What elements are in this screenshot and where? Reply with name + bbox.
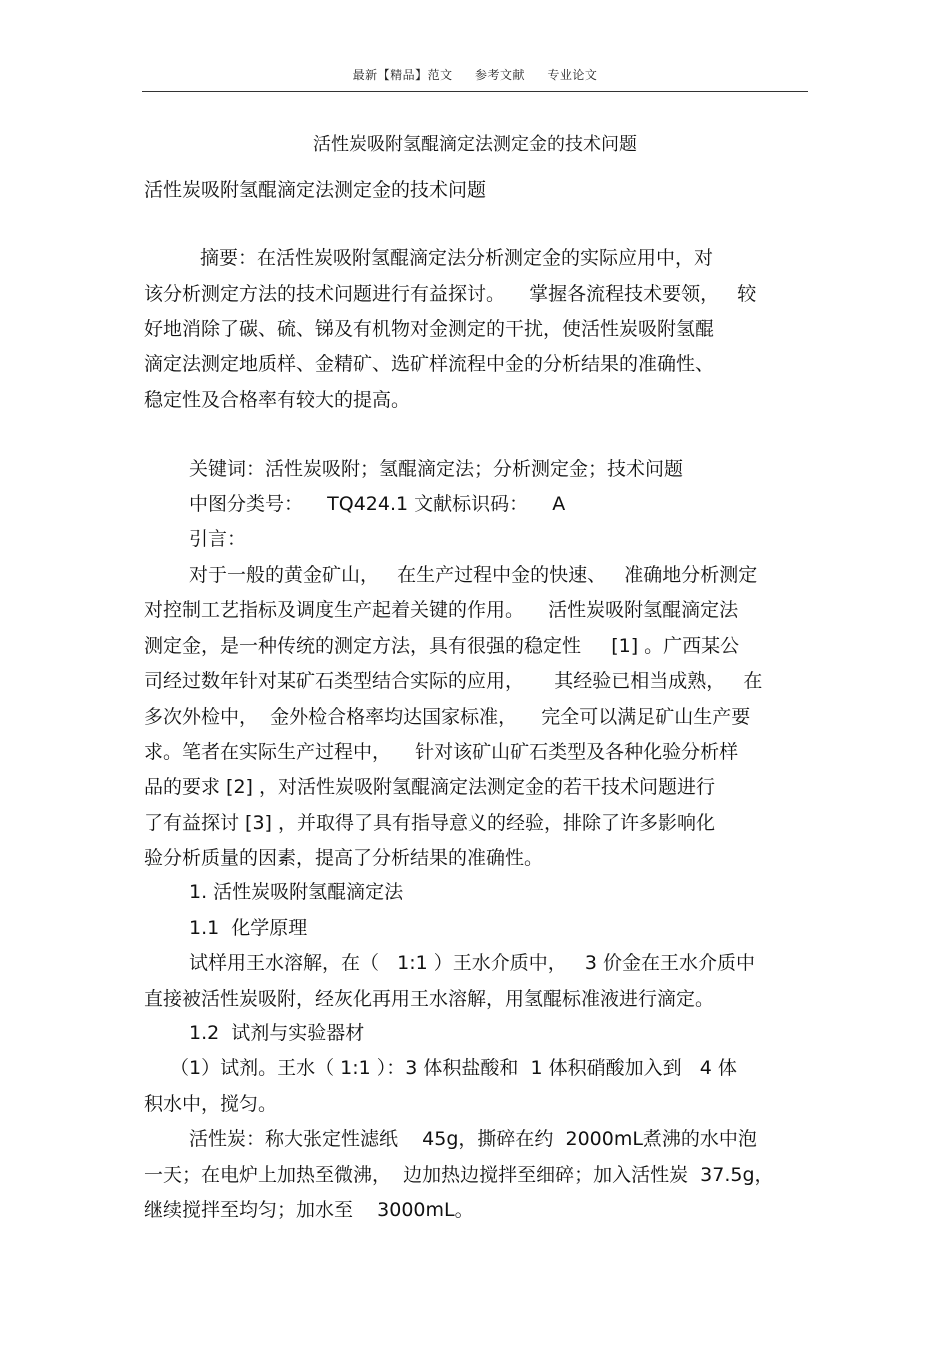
header-item-references: 参考文献: [474, 68, 525, 82]
subsection-heading: 1.2 试剂与实验器材: [189, 1022, 365, 1044]
intro-line: 求。笔者在实际生产过程中， 针对该矿山矿石类型及各种化验分析样: [144, 741, 739, 763]
abstract-line: 该分析测定方法的技术问题进行有益探讨。 掌握各流程技术要领， 较: [144, 283, 757, 305]
body-line: （1）试剂。王水（ 1:1 ）：3 体积盐酸和 1 体积硝酸加入到 4 体: [170, 1057, 737, 1079]
abstract-line: 滴定法测定地质样、金精矿、选矿样流程中金的分析结果的准确性、: [144, 353, 715, 375]
abstract-line: 好地消除了碳、硫、锑及有机物对金测定的干扰，使活性炭吸附氢醌: [144, 318, 715, 340]
header-divider: [142, 91, 808, 92]
intro-line: 测定金，是一种传统的测定方法，具有很强的稳定性 [1] 。广西某公: [144, 635, 740, 657]
intro-heading: 引言：: [189, 528, 247, 550]
header-item-fanwen: 最新【精品】范文: [352, 68, 453, 82]
intro-line: 验分析质量的因素，提高了分析结果的准确性。: [144, 847, 544, 869]
body-line: 试样用王水溶解，在（ 1:1 ）王水介质中， 3 价金在王水介质中: [189, 952, 755, 974]
intro-line: 对控制工艺指标及调度生产起着关键的作用。 活性炭吸附氢醌滴定法: [144, 599, 739, 621]
classification-line: 中图分类号： TQ424.1 文献标识码： A: [189, 493, 566, 515]
body-line: 活性炭：称大张定性滤纸 45g，撕碎在约 2000mL煮沸的水中泡: [189, 1128, 757, 1150]
body-line: 积水中，搅匀。: [144, 1093, 278, 1115]
header-item-papers: 专业论文: [547, 68, 598, 82]
abstract-line: 摘要：在活性炭吸附氢醌滴定法分析测定金的实际应用中，对: [200, 247, 714, 269]
document-title: 活性炭吸附氢醌滴定法测定金的技术问题: [313, 134, 637, 155]
body-line: 直接被活性炭吸附，经灰化再用王水溶解，用氢醌标准液进行滴定。: [144, 988, 715, 1010]
intro-line: 对于一般的黄金矿山， 在生产过程中金的快速、 准确地分析测定: [189, 564, 758, 586]
intro-line: 了有益探讨 [3] ，并取得了具有指导意义的经验，排除了许多影响化: [144, 812, 715, 834]
subsection-heading: 1.1 化学原理: [189, 917, 308, 939]
intro-line: 多次外检中， 金外检合格率均达国家标准， 完全可以满足矿山生产要: [144, 706, 751, 728]
keywords-line: 关键词：活性炭吸附；氢醌滴定法；分析测定金；技术问题: [189, 458, 684, 480]
intro-line: 品的要求 [2] ，对活性炭吸附氢醌滴定法测定金的若干技术问题进行: [144, 776, 715, 798]
body-line: 一天；在电炉上加热至微沸， 边加热边搅拌至细碎；加入活性炭 37.5g，: [144, 1164, 774, 1186]
intro-line: 司经过数年针对某矿石类型结合实际的应用， 其经验已相当成熟， 在: [144, 670, 763, 692]
abstract-line: 稳定性及合格率有较大的提高。: [144, 389, 411, 411]
body-line: 继续搅拌至均匀；加水至 3000mL。: [144, 1199, 474, 1221]
page-header: [0, 66, 950, 83]
document-subtitle: 活性炭吸附氢醌滴定法测定金的技术问题: [144, 179, 487, 201]
section-heading: 1. 活性炭吸附氢醌滴定法: [189, 881, 404, 903]
